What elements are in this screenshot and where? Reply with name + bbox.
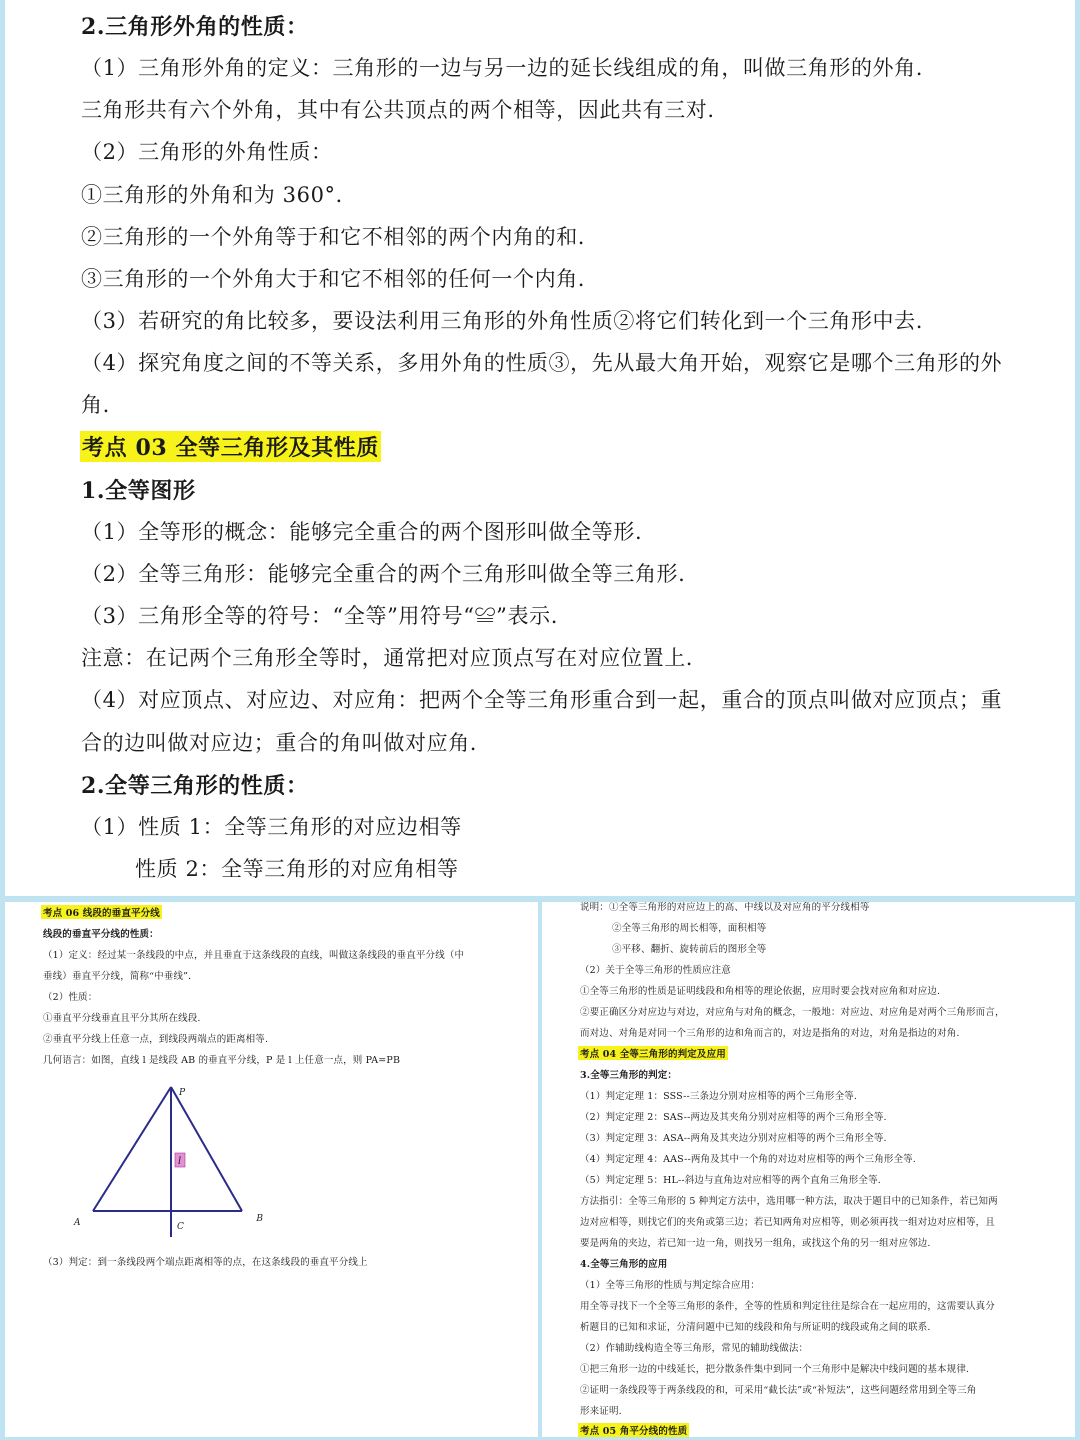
text-line: 要是两角的夹边，若已知一边一角，则找另一组角，或找这个角的另一组对应邻边. <box>580 1238 931 1249</box>
text-line: （3）判定：到一条线段两个端点距离相等的点，在这条线段的垂直平分线上 <box>43 1257 368 1268</box>
text-line: （4）对应顶点、对应边、对应角：把两个全等三角形重合到一起，重合的顶点叫做对应顶点；重 <box>81 688 1003 712</box>
text-line: 几何语言：如图，直线 l 是线段 AB 的垂直平分线，P 是 l 上任意一点，则 PA=PB <box>43 1055 401 1066</box>
label-b: B <box>256 1214 263 1224</box>
text-line: 性质 2：全等三角形的对应角相等 <box>135 857 459 881</box>
text-line: （3）三角形全等的符号：“全等”用符号“≌”表示. <box>81 604 558 628</box>
text-line: 用全等寻找下一个全等三角形的条件，全等的性质和判定往往是综合在一起应用的，这需要认真分 <box>580 1301 995 1312</box>
text-line: （3）若研究的角比较多，要设法利用三角形的外角性质②将它们转化到一个三角形中去. <box>81 309 924 333</box>
topic-heading-congruent-triangles: 考点 03 全等三角形及其性质 <box>80 431 381 462</box>
label-l: l <box>178 1156 182 1167</box>
text-line: （3）判定定理 3：ASA--两角及其夹边分别对应相等的两个三角形全等. <box>580 1133 887 1144</box>
topic-heading-congruence-criteria: 考点 04 全等三角形的判定及应用 <box>578 1046 728 1060</box>
text-line: 说明：①全等三角形的对应边上的高、中线以及对应角的平分线相等 <box>580 902 870 913</box>
label-c: C <box>177 1222 184 1232</box>
text-line: 三角形共有六个外角，其中有公共顶点的两个相等，因此共有三对. <box>81 98 715 122</box>
text-line: （2）全等三角形：能够完全重合的两个三角形叫做全等三角形. <box>81 562 686 586</box>
text-line: （4）探究角度之间的不等关系，多用外角的性质③，先从最大角开始，观察它是哪个三角形的外 <box>81 351 1003 375</box>
section-heading-congruent-properties: 2.全等三角形的性质： <box>81 773 309 799</box>
text-line: 析题目的已知和求证，分清问题中已知的线段和角与所证明的线段或角之间的联系. <box>580 1322 931 1333</box>
text-line: 合的边叫做对应边；重合的角叫做对应角. <box>81 731 478 755</box>
text-line: （5）判定定理 5：HL--斜边与直角边对应相等的两个直角三角形全等. <box>580 1175 881 1186</box>
section-heading-congruent-figures: 1.全等图形 <box>81 478 196 504</box>
text-line: （2）关于全等三角形的性质应注意 <box>580 965 731 976</box>
perpendicular-bisector-figure <box>65 1082 265 1242</box>
text-line: 而对边、对角是对同一个三角形的边和角而言的，对边是指角的对边，对角是指边的对角. <box>580 1028 960 1039</box>
text-line: ②全等三角形的周长相等，面积相等 <box>612 923 767 934</box>
text-line: 形来证明. <box>580 1406 622 1417</box>
text-line: （1）性质 1：全等三角形的对应边相等 <box>81 815 462 839</box>
text-line: （2）作辅助线构造全等三角形，常见的辅助线做法： <box>580 1343 809 1354</box>
label-a: A <box>74 1218 81 1228</box>
segment-pa <box>93 1087 171 1211</box>
text-line: 注意：在记两个三角形全等时，通常把对应顶点写在对应位置上. <box>81 646 694 670</box>
section-heading: 4.全等三角形的应用 <box>580 1259 668 1270</box>
text-line: （1）定义：经过某一条线段的中点，并且垂直于这条线段的直线，叫做这条线段的垂直平分线（中 <box>43 950 465 961</box>
top-document-panel <box>5 0 1075 896</box>
topic-heading-angle-bisector: 考点 05 角平分线的性质 <box>578 1423 689 1437</box>
topic-heading-perpendicular-bisector: 考点 06 线段的垂直平分线 <box>41 905 162 919</box>
section-heading: 3.全等三角形的判定： <box>580 1070 678 1081</box>
text-line: ①三角形的外角和为 360°． <box>81 183 358 207</box>
text-line: （1）全等三角形的性质与判定综合应用： <box>580 1280 760 1291</box>
text-line: ①全等三角形的性质是证明线段和角相等的理论依据，应用时要会找对应角和对应边. <box>580 986 941 997</box>
text-line: ②三角形的一个外角等于和它不相邻的两个内角的和. <box>81 225 586 249</box>
text-line: （2）性质： <box>43 992 98 1003</box>
text-line: ②证明一条线段等于两条线段的和，可采用“截长法”或“补短法”，这些问题经常用到全等三角 <box>580 1385 977 1396</box>
text-line: （2）三角形的外角性质： <box>81 140 333 164</box>
section-heading: 线段的垂直平分线的性质： <box>43 929 159 940</box>
label-p: P <box>179 1088 186 1098</box>
text-line: （4）判定定理 4：AAS--两角及其中一个角的对边对应相等的两个三角形全等. <box>580 1154 916 1165</box>
bottom-left-document-panel <box>5 902 538 1437</box>
text-line: 角. <box>81 393 110 417</box>
text-line: ②要正确区分对应边与对边，对应角与对角的概念，一般地：对应边、对应角是对两个三角形而言， <box>580 1007 1005 1018</box>
bottom-right-document-panel <box>542 902 1075 1437</box>
text-line: （1）全等形的概念：能够完全重合的两个图形叫做全等形. <box>81 520 643 544</box>
text-line: ②垂直平分线上任意一点，到线段两端点的距离相等. <box>43 1034 269 1045</box>
text-line: 方法指引：全等三角形的 5 种判定方法中，选用哪一种方法，取决于题目中的已知条件，若已知两 <box>580 1196 998 1207</box>
text-line: 垂线）垂直平分线，简称“中垂线”． <box>43 971 198 982</box>
text-line: ③平移、翻折、旋转前后的图形全等 <box>612 944 767 955</box>
text-line: （2）判定定理 2：SAS--两边及其夹角分别对应相等的两个三角形全等. <box>580 1112 887 1123</box>
text-line: ③三角形的一个外角大于和它不相邻的任何一个内角. <box>81 267 586 291</box>
text-line: 边对应相等，则找它们的夹角或第三边；若已知两角对应相等，则必须再找一组对边对应相等，且 <box>580 1217 995 1228</box>
text-line: ①把三角形一边的中线延长，把分散条件集中到同一个三角形中是解决中线问题的基本规律. <box>580 1364 970 1375</box>
text-line: （1）三角形外角的定义：三角形的一边与另一边的延长线组成的角，叫做三角形的外角. <box>81 56 924 80</box>
text-line: （1）判定定理 1：SSS--三条边分别对应相等的两个三角形全等. <box>580 1091 858 1102</box>
section-heading-exterior-angle: 2.三角形外角的性质： <box>81 14 309 40</box>
segment-pb <box>171 1087 242 1211</box>
text-line: ①垂直平分线垂直且平分其所在线段. <box>43 1013 201 1024</box>
